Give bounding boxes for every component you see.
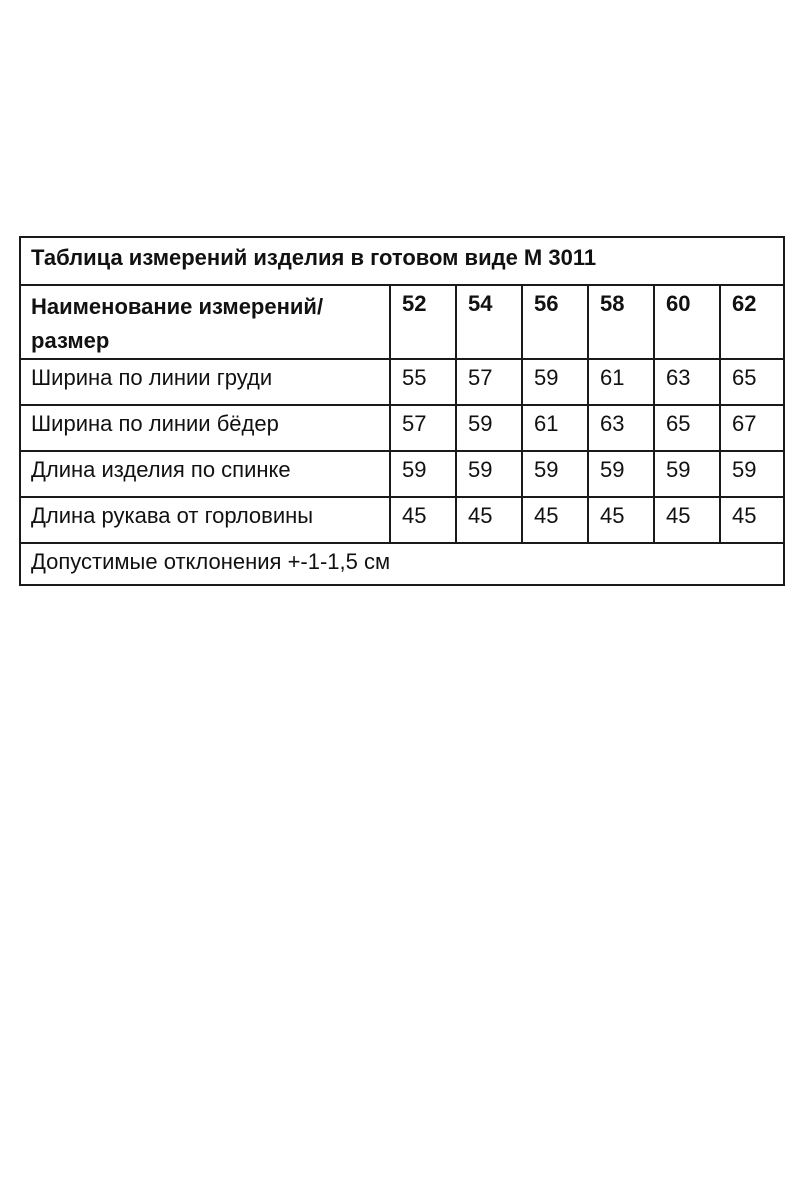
table-cell: 59: [522, 359, 588, 405]
header-label: Наименование измерений/размер: [20, 285, 390, 359]
table-cell: 59: [588, 451, 654, 497]
table-row: [20, 359, 784, 405]
row-label: Ширина по линии груди: [20, 359, 390, 405]
header-row: [20, 285, 784, 359]
row-label: Длина изделия по спинке: [20, 451, 390, 497]
table-cell: 63: [588, 405, 654, 451]
row-label: Длина рукава от горловины: [20, 497, 390, 543]
table-cell: 45: [654, 497, 720, 543]
table-cell: 57: [390, 405, 456, 451]
title-row: [20, 237, 784, 285]
table-cell: 59: [720, 451, 784, 497]
table-cell: 67: [720, 405, 784, 451]
table-cell: 65: [720, 359, 784, 405]
table-cell: 63: [654, 359, 720, 405]
note-row: [20, 543, 784, 585]
table-cell: 55: [390, 359, 456, 405]
table-cell: 61: [588, 359, 654, 405]
table-cell: 61: [522, 405, 588, 451]
size-header: 56: [522, 285, 588, 359]
table-cell: 65: [654, 405, 720, 451]
table-cell: 57: [456, 359, 522, 405]
size-header: 62: [720, 285, 784, 359]
table-cell: 45: [588, 497, 654, 543]
size-header: 54: [456, 285, 522, 359]
table-cell: 45: [522, 497, 588, 543]
table-cell: 59: [522, 451, 588, 497]
table-cell: 59: [456, 405, 522, 451]
table-cell: 59: [654, 451, 720, 497]
table-row: [20, 497, 784, 543]
table-cell: 45: [390, 497, 456, 543]
size-header: 60: [654, 285, 720, 359]
size-header: 52: [390, 285, 456, 359]
tolerance-note: Допустимые отклонения +-1-1,5 см: [20, 543, 784, 585]
table-title: Таблица измерений изделия в готовом виде М 3011: [20, 237, 784, 285]
table-cell: 59: [456, 451, 522, 497]
row-label: Ширина по линии бёдер: [20, 405, 390, 451]
table-row: [20, 451, 784, 497]
size-header: 58: [588, 285, 654, 359]
table-cell: 45: [456, 497, 522, 543]
size-chart-table: [19, 236, 785, 586]
table-cell: 59: [390, 451, 456, 497]
table-row: [20, 405, 784, 451]
table-cell: 45: [720, 497, 784, 543]
